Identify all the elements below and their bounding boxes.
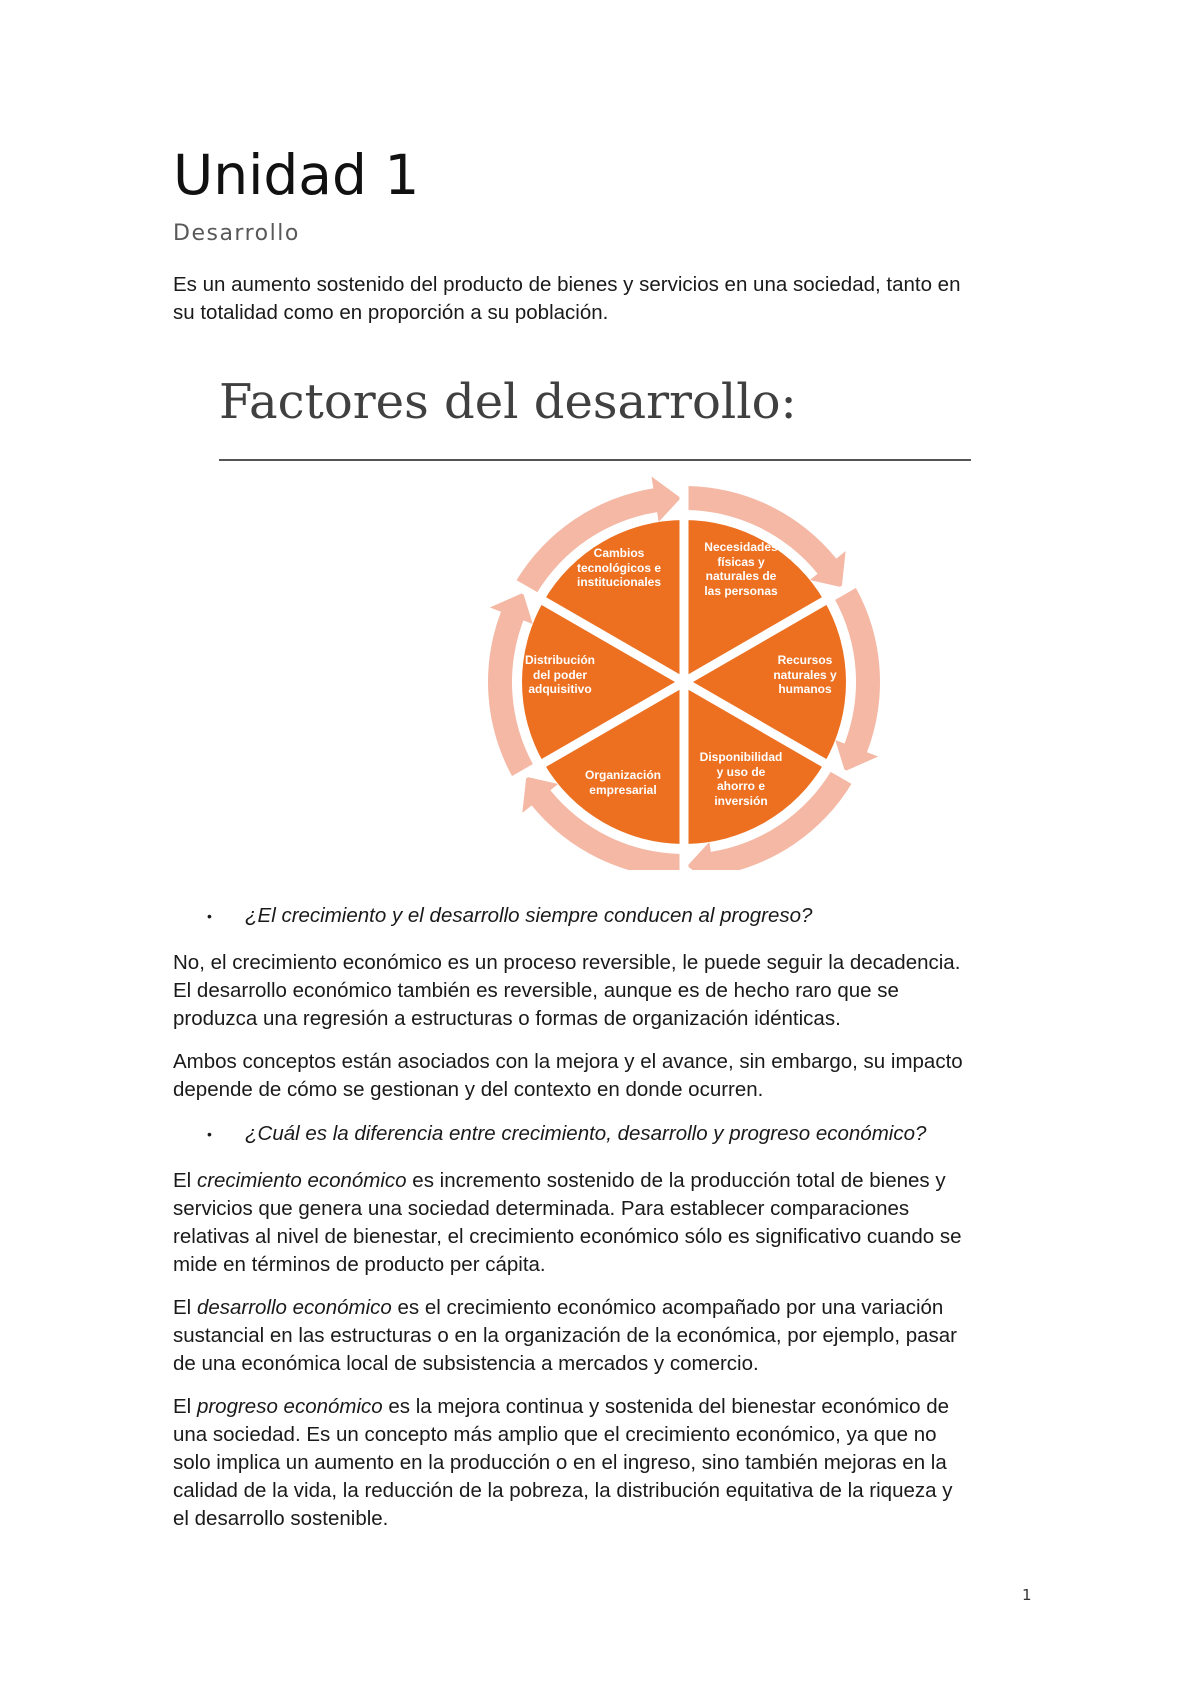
figure-title: Factores del desarrollo: (219, 374, 797, 430)
page-number: 1 (1022, 1586, 1032, 1604)
page-title: Unidad 1 (173, 143, 420, 207)
text-line: No, el crecimiento económico es un proceso reversible, le puede seguir la decadencia. (173, 951, 961, 974)
development-factors-figure (205, 370, 985, 870)
term-desarrollo: desarrollo económico (196, 1296, 392, 1319)
progreso-paragraph: El progreso económico es la mejora continua y sostenida del bienestar económico de una sociedad. Es un concepto más amplio que el crecimiento económico, ya que no solo implica un aumento en la producción o en el ingreso, sino también mejoras en la calidad de la vida, la reducción de la pobreza, la distribución equitativa de la riqueza y el desarrollo sostenible. (173, 1393, 1053, 1533)
text-line: sustancial en las estructuras o en la organización de la económica, por ejemplo, pasar (173, 1324, 957, 1347)
text-line: de una económica local de subsistencia a mercados y comercio. (173, 1352, 759, 1375)
text-line: Ambos conceptos están asociados con la mejora y el avance, sin embargo, su impacto (173, 1050, 963, 1073)
followup-paragraph (173, 1048, 1053, 1104)
question-1: ¿El crecimiento y el desarrollo siempre conducen al progreso? (245, 904, 813, 927)
segment-label-distribucion: Distribución del poder adquisitivo (524, 653, 595, 696)
bullet-marker: • (207, 908, 212, 924)
text-line: relativas al nivel de bienestar, el crecimiento económico sólo es significativo cuando se (173, 1225, 962, 1248)
text-line: calidad de la vida, la reducción de la pobreza, la distribución equitativa de la riqueza y (173, 1479, 953, 1502)
definition-paragraph (173, 271, 1053, 327)
term-crecimiento: crecimiento económico (196, 1169, 407, 1192)
segment-label-organizacion: Organización empresarial (584, 768, 661, 797)
section-heading: Desarrollo (173, 221, 300, 246)
text-line: su totalidad como en proporción a su población. (173, 301, 609, 324)
answer-1-paragraph (173, 949, 1053, 1033)
text-line: servicios que genera una sociedad determinada. Para establecer comparaciones (173, 1197, 910, 1220)
bullet-marker: • (207, 1126, 212, 1142)
text-line: Es un aumento sostenido del producto de bienes y servicios en una sociedad, tanto en (173, 273, 961, 296)
text-line: el desarrollo sostenible. (173, 1507, 389, 1530)
segment-label-necesidades: Necesidades físicas y naturales de las personas (704, 540, 778, 598)
text-line: mide en términos de producto per cápita. (173, 1253, 546, 1276)
term-progreso: progreso económico (196, 1395, 383, 1418)
text-line: depende de cómo se gestionan y del contexto en donde ocurren. (173, 1078, 764, 1101)
question-2: ¿Cuál es la diferencia entre crecimiento, desarrollo y progreso económico? (245, 1122, 927, 1145)
text-line: una sociedad. Es un concepto más amplio que el crecimiento económico, ya que no (173, 1423, 937, 1446)
segment-label-cambios: Cambios tecnológicos e institucionales (576, 546, 662, 589)
segment-label-recursos: Recursos naturales y humanos (773, 653, 837, 696)
text-line: solo implica un aumento en la producción o en el ingreso, sino también mejoras en la (173, 1451, 947, 1474)
desarrollo-paragraph: El desarrollo económico es el crecimiento económico acompañado por una variación sustancial en las estructuras o en la organización de la económica, por ejemplo, pasar de una económica local de subsistencia a mercados y comercio. (173, 1294, 1053, 1378)
crecimiento-paragraph: El crecimiento económico es incremento sostenido de la producción total de bienes y servicios que genera una sociedad determinada. Para establecer comparaciones relativas al nivel de bienestar, el crecimiento económico sólo es significativo cuando se mide en términos de producto per cápita. (173, 1167, 1053, 1279)
segment-label-disponibilidad: Disponibilidad y uso de ahorro e inversión (699, 750, 783, 808)
text-line: El desarrollo económico también es reversible, aunque es de hecho raro que se (173, 979, 899, 1002)
text-line: produzca una regresión a estructuras o formas de organización idénticas. (173, 1007, 841, 1030)
